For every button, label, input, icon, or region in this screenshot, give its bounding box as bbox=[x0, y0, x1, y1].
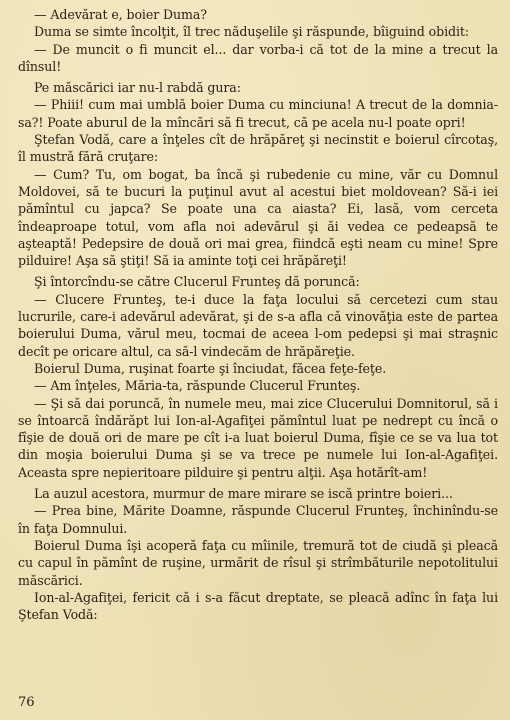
paragraph-4: Pe măscărici iar nu-l rabdă gura: bbox=[34, 80, 241, 96]
paragraph-15: Boierul Duma îşi acoperă faţa cu mîinile, tremură tot de ciudă şi pleacă cu capul în pămînt de ruşine, urmărit de rîsul şi strîmbăturile nepotolitului măscărici. bbox=[18, 537, 498, 588]
paragraph-8: Şi întorcîndu-se către Clucerul Frunteş dă poruncă: bbox=[34, 274, 360, 290]
paragraph-1: — Adevărat e, boier Duma? bbox=[34, 7, 207, 22]
page-number: 76 bbox=[18, 695, 35, 710]
page-text bbox=[18, 6, 498, 623]
paragraph-13: La auzul acestora, murmur de mare mirare se iscă printre boieri... bbox=[34, 486, 453, 502]
paragraph-14: — Prea bine, Mărite Doamne, răspunde Clucerul Frunteş, închinîndu-se în faţa Domnului. bbox=[18, 503, 498, 536]
paragraph-5: — Phiii! cum mai umblă boier Duma cu minciuna! A trecut de la domnia-sa?! Poate aburul de la mîncări să fi trecut, că pe acela nu-l poate opri! bbox=[18, 97, 498, 130]
paragraph-7: — Cum? Tu, om bogat, ba încă şi rubedenie cu mine, văr cu Domnul Moldovei, să te bucuri la puţinul avut al acestui biet moldovean? Să-i iei pămîntul cu japca? Se poate una ca aiasta? Ei, lasă, vom cerceta îndeaproape totul, vom afla noi adevărul şi ăi vedea ce pedeapsă te aşteaptă! Pedepsire de două ori mai grea, fiindcă eşti neam cu mine! Spre pilduire! Aşa să ştiţi! Să ia aminte toţi cei hrăpăreţi! bbox=[18, 166, 498, 269]
paragraph-16: Ion-al-Agafiţei, fericit că i s-a făcut dreptate, se pleacă adînc în faţa lui Ştefan Vodă: bbox=[18, 589, 498, 623]
paragraph-12: — Şi să dai poruncă, în numele meu, mai zice Clucerului Domnitorul, să i se întoarcă îndărăpt lui Ion-al-Agafiţei pămîntul luat pe nedrept cu încă o fîşie de două ori de mare pe cît i-a luat boierul Duma, fîşie ce se va lua tot din moşia boierului Duma şi se va trece pe numele lui Ion-al-Agafiţei. Aceasta spre nepieritoare pilduire şi pentru alţii. Aşa hotărît-am! bbox=[18, 395, 498, 480]
paragraph-2: Duma se simte încolţit, îl trec năduşelile şi răspunde, bîiguind obidit: bbox=[34, 24, 470, 40]
paragraph-3: — De muncit o fi muncit el... dar vorba-i că tot de la mine a trecut la dînsul! bbox=[18, 41, 498, 74]
paragraph-11: — Am înţeles, Măria-ta, răspunde Clucerul Frunteş. bbox=[34, 378, 361, 394]
paragraph-9: — Clucere Frunteş, te-i duce la faţa locului să cercetezi cum stau lucrurile, care-i adevărul adevărat, şi de s-a afla că vinovăţia este de partea boierului Duma, vărul meu, tocmai de aceea l-om pedepsi şi mai straşnic decît pe oricare altul, ca să-l vindecăm de hrăpăreţie. bbox=[18, 291, 498, 359]
paragraph-6: Ştefan Vodă, care a înţeles cît de hrăpăreţ şi necinstit e boierul cîrcotaş, îl mustră fără cruţare: bbox=[18, 132, 498, 165]
paragraph-10: Boierul Duma, ruşinat foarte şi înciudat, făcea feţe-feţe. bbox=[34, 360, 387, 376]
